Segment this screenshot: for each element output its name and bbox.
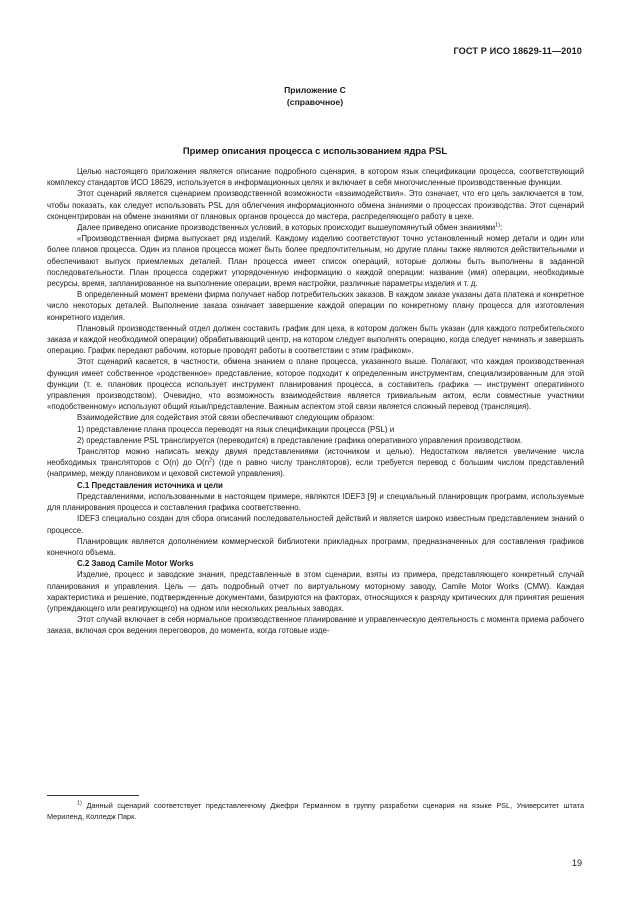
annex-title: Приложение С xyxy=(284,85,346,95)
paragraph-text-end: ) (где n равно числу трансляторов), если требуется перевод с большим числом представлений (например, между плановиком и цеховой системой управления). xyxy=(47,458,584,479)
paragraph: Представлениями, использованными в настоящем примере, являются IDEF3 [9] и специальный планировщик программ, используемые для планирования процесса и составления графика соответственно. xyxy=(47,491,584,513)
paragraph: Плановый производственный отдел должен составить график для цеха, в котором должен быть указан (для каждого потребительского заказа и каждой необходимой операции) обрабатывающий центр, на котором следует выполнять операцию, когда следует начинать и завершать операцию. График передают рабочим, которые проводят работы в соответствии с этим графиком». xyxy=(47,323,584,356)
footnote-divider xyxy=(47,795,139,796)
paragraph: IDEF3 специально создан для сбора описаний последовательностей действий и является широко известным представлением знаний о процессе. xyxy=(47,514,584,535)
footnote-marker: 1) xyxy=(77,800,82,807)
footnote-reference: 1) xyxy=(495,222,500,229)
paragraph-text-end: : xyxy=(499,223,503,233)
subsection-heading: С.1 Представления источника и цели xyxy=(77,480,223,490)
section-title: Пример описания процесса с использованием ядра PSL xyxy=(182,145,448,156)
page-number: 19 xyxy=(571,858,582,868)
paragraph: Изделие, процесс и заводские знания, представленные в этом сценарии, взяты из примера, представляющего конкретный случай планирования и управления. Цель — дать подробный отчет по виртуальному моторному заводу, Camile Motor Works (CMW). Каждая характеристика и решение, подтвержденные документами, базируются на факторах, относящихся к разряду критических для принятия решения (упреждающего или реагирующего) на одном или нескольких реальных заводах. xyxy=(47,570,584,613)
paragraph-text: Транслятор можно написать между двумя представлениями (источником и целью). Недостатком является увеличение числа необходимых трансляторов с O(n) до O(n xyxy=(47,447,584,468)
paragraph: Целью настоящего приложения является описание подробного сценария, в котором язык спецификации процесса, соответствующий комплексу стандартов ИСО 18629, используется в информационных целях и включает в себя многочисленные производственные функции. xyxy=(47,167,584,188)
paragraph: В определенный момент времени фирма получает набор потребительских заказов. В каждом заказе указаны дата платежа и конкретное число некоторых деталей. Выполнение заказа означает завершение каждой операции по конкретному плану процесса для изготовления конкретного изделия. xyxy=(47,290,584,322)
paragraph: Этот сценарий является сценарием производственной возможности «взаимодействия». Это означает, что его цель заключается в том, чтобы показать, как следует использовать PSL для облегчения информационного обмена знаниями о процессах производства. Этот сценарий сконцентрирован на обмене знаниями от плановых органов процесса до мастера, распределяющего работу в цехе. xyxy=(47,189,584,221)
subsection-heading: С.2 Завод Camile Motor Works xyxy=(77,559,194,569)
paragraph xyxy=(47,446,584,480)
list-item: 2) представление PSL транслируется (переводится) в представление графика оперативного управления производством. xyxy=(77,435,523,445)
footnote-text: Данный сценарий соответствует представленному Джефри Германном в группу разработки сценария на языке PSL, Университет штата Мериленд, Колледж Парк. xyxy=(47,801,584,821)
superscript: 2 xyxy=(209,457,213,464)
annex-subtitle: (справочное) xyxy=(286,97,344,107)
paragraph-text: Далее приведено описание производственных условий, в которых происходит вышеупомянутый обмен знаниями xyxy=(77,223,496,233)
list-item: 1) представление плана процесса переводят на язык спецификации процесса (PSL) и xyxy=(77,424,395,434)
paragraph xyxy=(47,222,584,233)
paragraph: Планировщик является дополнением коммерческой библиотеки прикладных программ, предназначенных для составления графиков конечного объема. xyxy=(47,536,584,557)
footnote xyxy=(47,801,584,822)
body-text xyxy=(47,166,584,637)
paragraph: Этот сценарий касается, в частности, обмена знанием о плане процесса, указанного выше. Полагают, что каждая производственная функция имеет собственное «родственное» представление, которое подходит к определенным инструментам, специализированным для этой функции (т. е. плановик процесса использует инструмент планирования процесса, а составитель графика — инструмент оперативного управления производством). Очевидно, что возможность взаимодействия является тривиальным актом, если совместные участники «подобственному» используют общий язык/представление. Важным аспектом этой связи является сложный перевод (трансляция). xyxy=(47,357,584,412)
paragraph: Взаимодействие для содействия этой связи обеспечивают следующим образом: xyxy=(77,413,375,423)
paragraph: Этот случай включает в себя нормальное производственное планирование и управленческую деятельность с момента приема рабочего заказа, включая срок ведения переговоров, до момента, когда готовые изде- xyxy=(47,615,584,636)
paragraph: «Производственная фирма выпускает ряд изделий. Каждому изделию соответствуют точно установленный номер детали и один или более планов процесса. Один из планов процесса может быть более предпочтительным, но другие планы также являются действительными и обеспечивают выпуск приемлемых деталей. План процесса имеет список операций, которые должны быть выполнены в заданной последовательности. План процесса содержит упорядоченную информацию о каждой операции: название (имя) операции, необходимые ресурсы, время, запланированное на выполнение операции, время настройки, различные параметры изделия и т. д. xyxy=(47,234,584,289)
document-code-header: ГОСТ Р ИСО 18629-11—2010 xyxy=(453,46,582,56)
